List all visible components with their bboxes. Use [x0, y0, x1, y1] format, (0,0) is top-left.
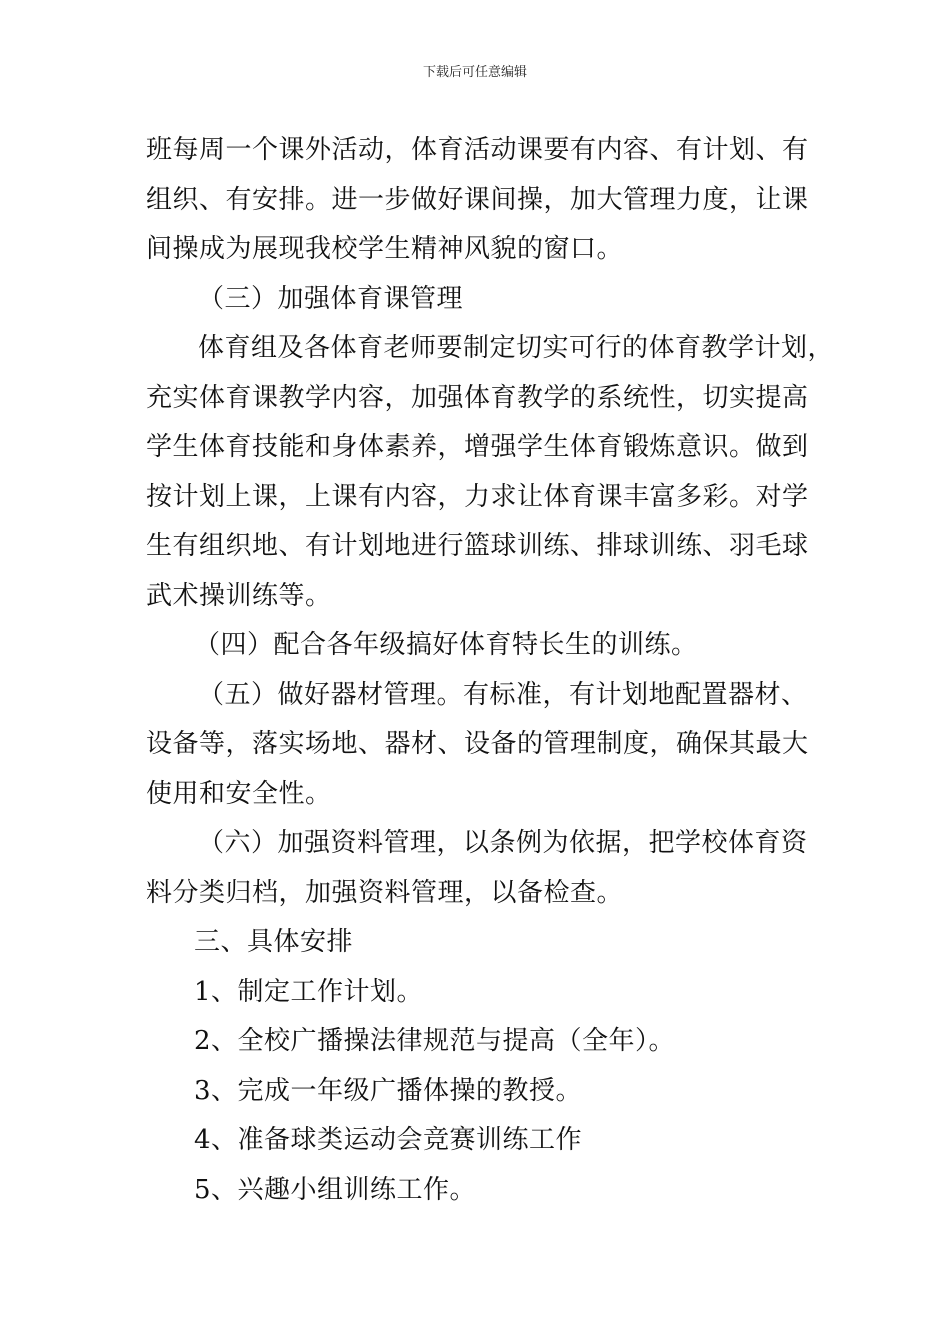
page-header: 下载后可任意编辑 [422, 65, 527, 80]
paragraph-line: 学生体育技能和身体素养，增强学生体育锻炼意识。做到 [146, 432, 809, 462]
section-heading: （五）做好器材管理。有标准，有计划地配置器材、 [198, 679, 808, 710]
paragraph-line: 料分类归档，加强资料管理，以备检查。 [146, 877, 624, 908]
list-item: 1、制定工作计划。 [194, 976, 424, 1007]
list-item: 3、完成一年级广播体操的教授。 [194, 1075, 583, 1106]
section-heading: （六）加强资料管理，以条例为依据，把学校体育资 [198, 828, 808, 858]
list-item: 4、准备球类运动会竞赛训练工作 [194, 1125, 583, 1155]
list-item: 2、全校广播操法律规范与提高（全年）。 [194, 1026, 676, 1056]
list-item: 5、兴趣小组训练工作。 [194, 1174, 477, 1205]
paragraph-line: 按计划上课，上课有内容，力求让体育课丰富多彩。对学 [146, 481, 809, 512]
document-body [146, 126, 835, 1215]
paragraph-line: 武术操训练等。 [146, 580, 332, 611]
section-heading: 三、具体安排 [194, 927, 354, 957]
paragraph-line: 使用和安全性。 [146, 778, 332, 809]
paragraph-line: 设备等，落实场地、器材、设备的管理制度，确保其最大 [146, 729, 809, 759]
paragraph-line: 体育组及各体育老师要制定切实可行的体育教学计划， [198, 333, 835, 363]
paragraph-line: 班每周一个课外活动，体育活动课要有内容、有计划、有 [146, 135, 809, 165]
paragraph-line: 充实体育课教学内容，加强体育教学的系统性，切实提高 [146, 382, 809, 413]
paragraph-line: 生有组织地、有计划地进行篮球训练、排球训练、羽毛球 [146, 531, 809, 561]
paragraph-line: 间操成为展现我校学生精神风貌的窗口。 [146, 234, 624, 264]
section-heading: （三）加强体育课管理 [198, 283, 464, 314]
section-heading: （四）配合各年级搞好体育特长生的训练。 [194, 630, 698, 660]
paragraph-line: 组织、有安排。进一步做好课间操，加大管理力度，让课 [146, 184, 809, 215]
